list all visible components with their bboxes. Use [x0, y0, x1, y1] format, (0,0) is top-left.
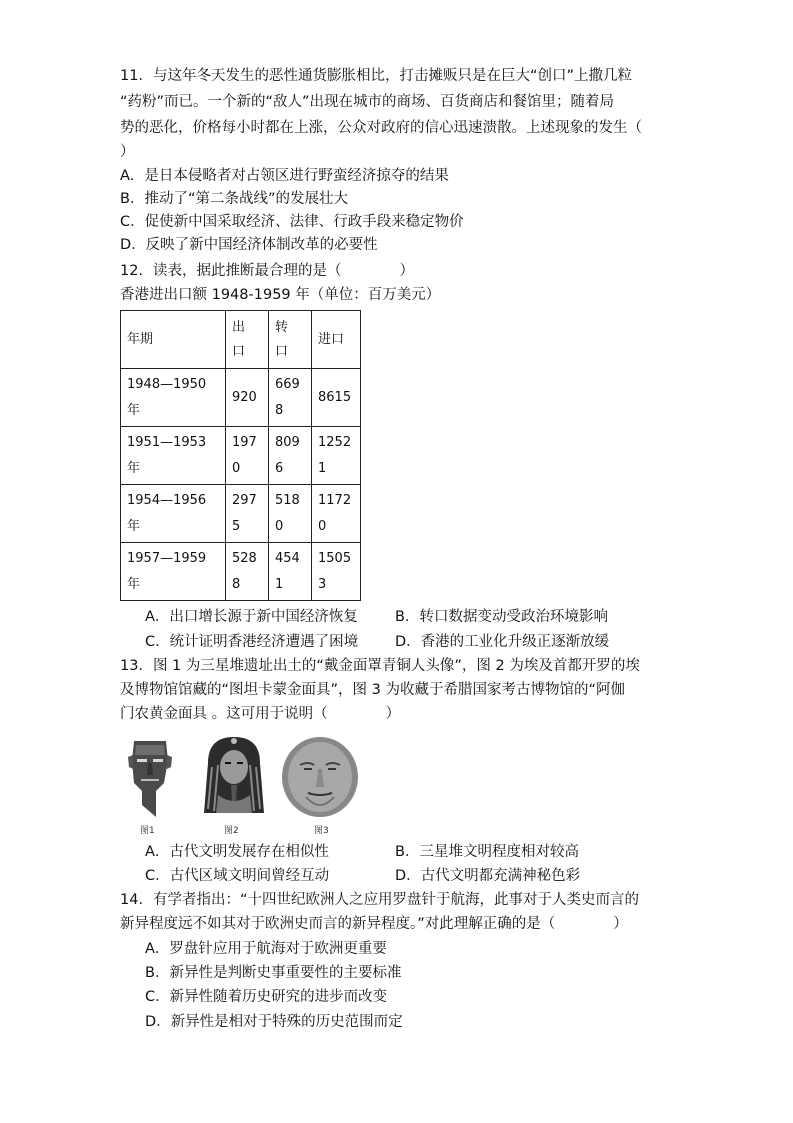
table-row: [121, 427, 361, 485]
table-cell-import: 15053: [312, 543, 361, 601]
table-cell-reexport: 5180: [269, 485, 312, 543]
q13-option-d: D．古代文明都充满神秘色彩: [395, 868, 581, 884]
q12-table-caption: 香港进出口额 1948-1959 年（单位：百万美元）: [120, 287, 441, 303]
table-cell-period: 1957—1959年: [121, 543, 226, 601]
agamemnon-mask-image: [280, 735, 360, 819]
figure-1-caption: 图1: [140, 826, 155, 836]
table-header-cell: 转 口: [269, 311, 312, 369]
table-cell-reexport: 4541: [269, 543, 312, 601]
table-cell-import: 8615: [312, 369, 361, 427]
q13-option-b: B．三星堆文明程度相对较高: [395, 844, 579, 860]
q11-option-d: D．反映了新中国经济体制改革的必要性: [120, 237, 378, 253]
q11-stem-line-3: 势的恶化，价格每小时都在上涨，公众对政府的信心迅速溃散。上述现象的发生（: [120, 120, 642, 136]
q13-stem-line-3: 门农黄金面具 。这可用于说明（ ）: [120, 706, 401, 722]
q11-option-b: B．推动了“第二条战线”的发展壮大: [120, 191, 348, 207]
q11-option-a: A．是日本侵略者对占领区进行野蛮经济掠夺的结果: [120, 168, 449, 184]
table-header-cell: 年期: [121, 311, 226, 369]
table-cell-period: 1948—1950年: [121, 369, 226, 427]
q11-stem-line-1: 11．与这年冬天发生的恶性通货膨胀相比，打击摊贩只是在巨大“创口”上撒几粒: [120, 68, 632, 84]
q12-option-a: A．出口增长源于新中国经济恢复: [145, 609, 358, 625]
q14-stem-line-2: 新异程度远不如其对于欧洲史而言的新异程度。”对此理解正确的是（ ）: [120, 916, 628, 932]
q11-stem-line-2: “药粉”而已。一个新的“敌人”出现在城市的商场、百货商店和餐馆里；随着局: [120, 94, 615, 110]
table-cell-period: 1954—1956年: [121, 485, 226, 543]
table-cell-export: 5288: [226, 543, 269, 601]
q11-stem-line-4: ）: [120, 144, 135, 160]
bronze-head-image: [120, 733, 180, 819]
q12-data-table: [120, 310, 361, 601]
q14-stem-line-1: 14．有学者指出：“十四世纪欧洲人之应用罗盘针于航海，此事对于人类史而言的: [120, 892, 639, 908]
q14-option-d: D．新异性是相对于特殊的历史范围而定: [145, 1014, 403, 1030]
q11-option-c: C．促使新中国采取经济、法律、行政手段来稳定物价: [120, 214, 464, 230]
q13-option-a: A．古代文明发展存在相似性: [145, 844, 329, 860]
table-header-cell: 进口: [312, 311, 361, 369]
q13-stem-line-1: 13．图 1 为三星堆遗址出土的“戴金面罩青铜人头像”，图 2 为埃及首都开罗的埃: [120, 658, 640, 674]
q13-option-c: C．古代区域文明间曾经互动: [145, 868, 330, 884]
figure-2-caption: 图2: [224, 826, 239, 836]
table-cell-reexport: 6698: [269, 369, 312, 427]
q13-figures: [120, 733, 360, 835]
q13-stem-line-2: 及博物馆馆藏的“图坦卡蒙金面具”，图 3 为收藏于希腊国家考古博物馆的“阿伽: [120, 682, 625, 698]
q14-option-c: C．新异性随着历史研究的进步而改变: [145, 989, 388, 1005]
table-cell-export: 920: [226, 369, 269, 427]
table-header-row: [121, 311, 361, 369]
table-cell-period: 1951—1953年: [121, 427, 226, 485]
table-cell-reexport: 8096: [269, 427, 312, 485]
figure-3-caption: 图3: [314, 826, 329, 836]
q12-option-b: B．转口数据变动受政治环境影响: [395, 609, 608, 625]
q12-option-c: C．统计证明香港经济遭遇了困境: [145, 634, 359, 650]
q12-option-d: D．香港的工业化升级正逐渐放缓: [395, 634, 610, 650]
q14-option-a: A．罗盘针应用于航海对于欧洲更重要: [145, 941, 387, 957]
table-header-cell: 出 口: [226, 311, 269, 369]
table-cell-export: 2975: [226, 485, 269, 543]
q12-stem: 12．读表，据此推断最合理的是（ ）: [120, 263, 414, 279]
table-cell-export: 1970: [226, 427, 269, 485]
table-row: [121, 543, 361, 601]
table-cell-import: 12521: [312, 427, 361, 485]
q14-option-b: B．新异性是判断史事重要性的主要标准: [145, 965, 402, 981]
table-cell-import: 11720: [312, 485, 361, 543]
table-row: [121, 369, 361, 427]
table-row: [121, 485, 361, 543]
tutankhamun-mask-image: [198, 733, 270, 819]
